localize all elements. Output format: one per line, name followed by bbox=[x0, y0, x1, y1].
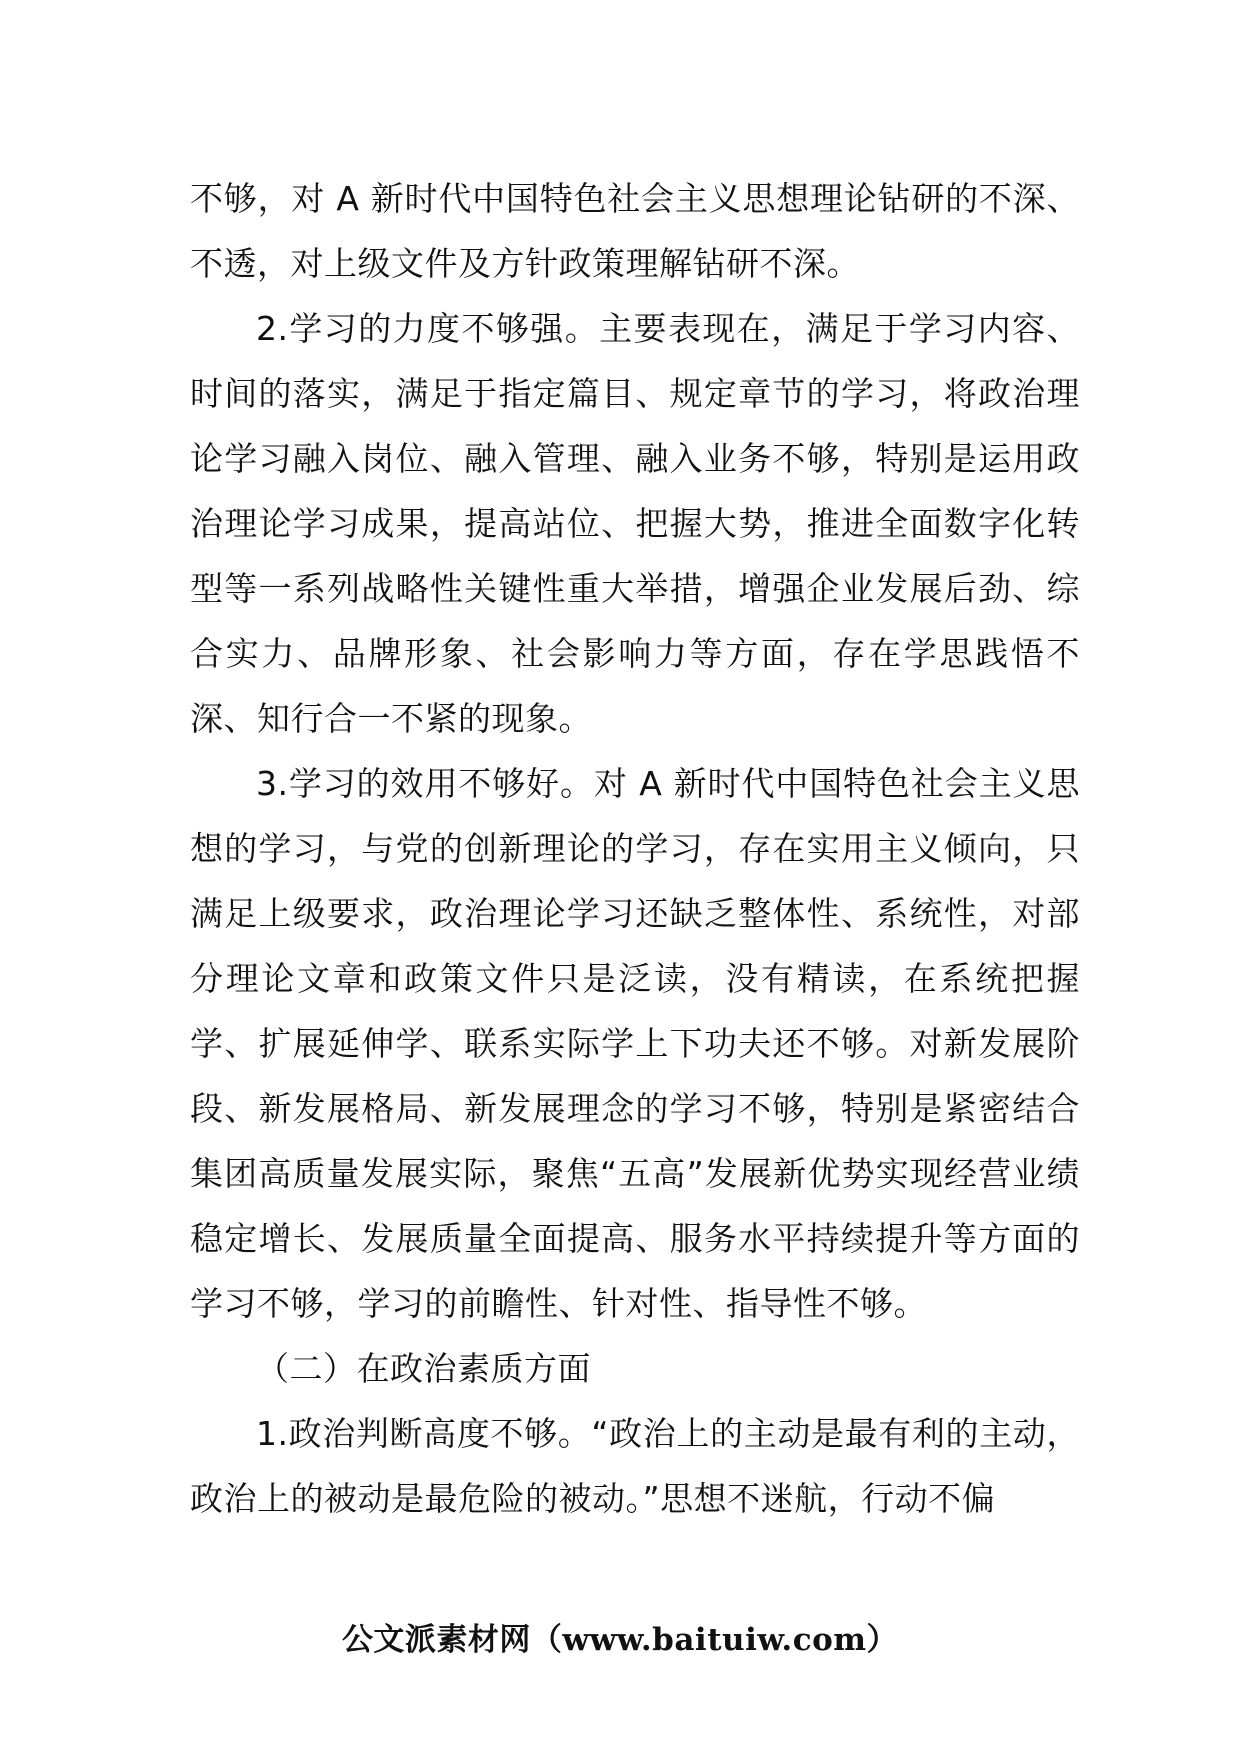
paragraph-study-effectiveness: 3.学习的效用不够好。对 A 新时代中国特色社会主义思想的学习，与党的创新理论的学习，存在实用主义倾向，只满足上级要求，政治理论学习还缺乏整体性、系统性，对部分理论文章和政策文件只是泛读，没有精读，在系统把握学、扩展延伸学、联系实际学上下功夫还不够。对新发展阶段、新发展格局、新发展理念的学习不够，特别是紧密结合集团高质量发展实际，聚焦“五高”发展新优势实现经营业绩稳定增长、发展质量全面提高、服务水平持续提升等方面的学习不够，学习的前瞻性、针对性、指导性不够。 bbox=[190, 764, 1080, 1323]
paragraph-continuation: 不够，对 A 新时代中国特色社会主义思想理论钻研的不深、不透，对上级文件及方针政策理解钻研不深。 bbox=[190, 179, 1080, 283]
section-heading-political-quality: （二）在政治素质方面 bbox=[256, 1349, 591, 1388]
paragraph-political-judgment: 1.政治判断高度不够。“政治上的主动是最有利的主动，政治上的被动是最危险的被动。”思想不迷航，行动不偏 bbox=[190, 1414, 1080, 1518]
source-footer: 公文派素材网（www.baituiw.com） bbox=[341, 1622, 899, 1658]
document-body bbox=[190, 166, 1080, 1531]
paragraph-study-intensity: 2.学习的力度不够强。主要表现在，满足于学习内容、时间的落实，满足于指定篇目、规定章节的学习，将政治理论学习融入岗位、融入管理、融入业务不够，特别是运用政治理论学习成果，提高站位、把握大势，推进全面数字化转型等一系列战略性关键性重大举措，增强企业发展后劲、综合实力、品牌形象、社会影响力等方面，存在学思践悟不深、知行合一不紧的现象。 bbox=[190, 309, 1080, 738]
